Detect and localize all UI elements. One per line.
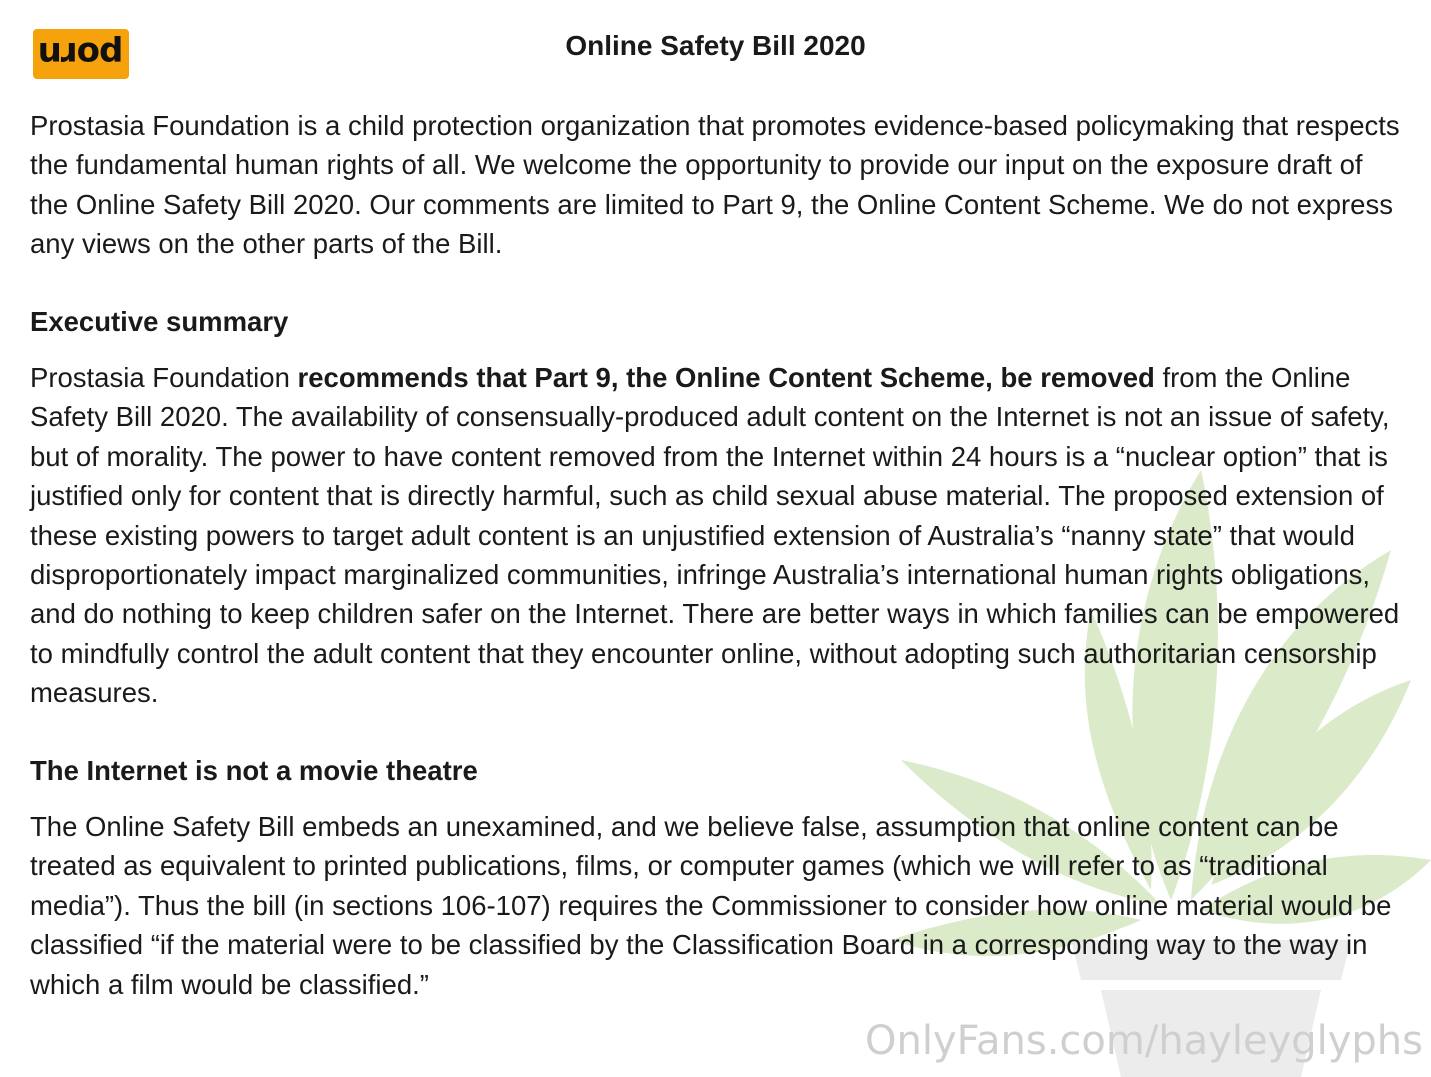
internet-section-paragraph: The Online Safety Bill embeds an unexamined, and we believe false, assumption that online content can be treated as equivalent to printed publications, films, or computer games (which we will refer to as “traditional media”). Thus the bill (in sections 106-107) requires the Commissioner to consider how online material would be classified “if the material were to be classified by the Classification Board in a corresponding way to the way in which a film would be classified.”: [30, 811, 1392, 1000]
intro-paragraph: Prostasia Foundation is a child protection organization that promotes evidence-based policymaking that respects the fundamental human rights of all. We welcome the opportunity to provide our input on the exposure draft of the Online Safety Bill 2020. Our comments are limited to Part 9, the Online Content Scheme. We do not express any views on the other parts of the Bill.: [30, 110, 1400, 260]
summary-lead: Prostasia Foundation: [30, 362, 298, 393]
summary-rest: from the Online Safety Bill 2020. The availability of consensually-produced adult content on the Internet is not an issue of safety, but of morality. The power to have content removed from the Internet within 24 hours is a “nuclear option” that is justified only for content that is directly harmful, such as child sexual abuse material. The proposed extension of these existing powers to target adult content is an unjustified extension of Australia’s “nanny state” that would disproportionately impact marginalized communities, infringe Australia’s international human rights obligations, and do nothing to keep children safer on the Internet. There are better ways in which families can be empowered to mindfully control the adult content that they encounter online, without adopting such authoritarian censorship measures.: [30, 362, 1400, 709]
onlyfans-watermark: OnlyFans.com/hayleyglyphs: [865, 1018, 1423, 1064]
logo-text: porn: [38, 34, 124, 74]
executive-summary-heading: Executive summary: [30, 306, 289, 337]
document-title: Online Safety Bill 2020: [565, 30, 866, 61]
executive-summary-paragraph: [30, 358, 1400, 713]
internet-section-heading: The Internet is not a movie theatre: [30, 755, 478, 786]
summary-recommendation: recommends that Part 9, the Online Content Scheme, be removed: [297, 362, 1155, 393]
